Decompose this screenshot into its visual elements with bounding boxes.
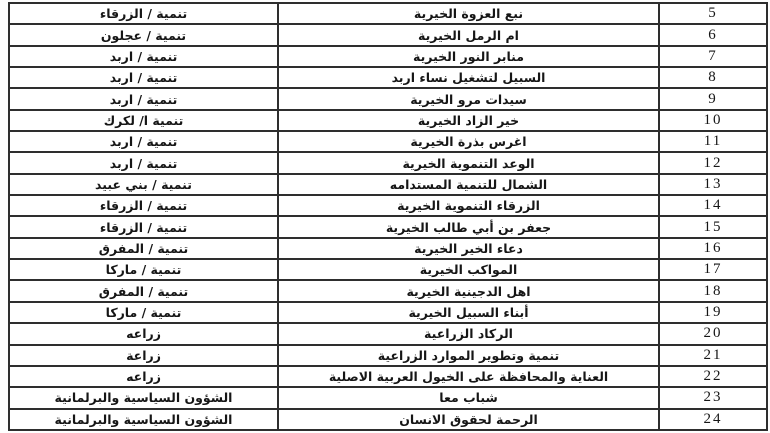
ministry-type-cell: زراعه bbox=[9, 323, 278, 344]
ministry-type-cell: تنمية / اربد bbox=[9, 67, 278, 88]
organization-name-cell: السبيل لتشغيل نساء اربد bbox=[278, 67, 659, 88]
table-row bbox=[9, 110, 767, 131]
row-number-cell: 14 bbox=[659, 195, 767, 216]
table-row bbox=[9, 302, 767, 323]
organization-name-cell: العناية والمحافظة على الخيول العربية الاصلية bbox=[278, 366, 659, 387]
table-row bbox=[9, 195, 767, 216]
row-number-cell: 15 bbox=[659, 216, 767, 237]
ministry-type-cell: تنمية / ماركا bbox=[9, 302, 278, 323]
organization-name-cell: أبناء السبيل الخيرية bbox=[278, 302, 659, 323]
row-number-cell: 23 bbox=[659, 387, 767, 408]
org-table-body bbox=[9, 3, 767, 430]
organization-name-cell: الوعد التنموية الخيرية bbox=[278, 152, 659, 173]
organization-name-cell: الرحمة لحقوق الانسان bbox=[278, 409, 659, 430]
organization-name-cell: سيدات مرو الخيرية bbox=[278, 88, 659, 109]
row-number-cell: 8 bbox=[659, 67, 767, 88]
row-number-cell: 18 bbox=[659, 280, 767, 301]
organization-name-cell: منابر النور الخيرية bbox=[278, 46, 659, 67]
row-number-cell: 11 bbox=[659, 131, 767, 152]
table-row bbox=[9, 345, 767, 366]
row-number-cell: 13 bbox=[659, 174, 767, 195]
row-number-cell: 24 bbox=[659, 409, 767, 430]
row-number-cell: 12 bbox=[659, 152, 767, 173]
ministry-type-cell: تنمية / الزرقاء bbox=[9, 216, 278, 237]
organization-name-cell: الركاد الزراعية bbox=[278, 323, 659, 344]
organization-name-cell: شباب معا bbox=[278, 387, 659, 408]
organization-name-cell: نبع العزوة الخيرية bbox=[278, 3, 659, 24]
ministry-type-cell: تنمية / المفرق bbox=[9, 280, 278, 301]
table-row bbox=[9, 3, 767, 24]
table-row bbox=[9, 409, 767, 430]
table-row bbox=[9, 323, 767, 344]
ministry-type-cell: تنمية / الزرقاء bbox=[9, 3, 278, 24]
table-row bbox=[9, 67, 767, 88]
table-row bbox=[9, 280, 767, 301]
table-row bbox=[9, 216, 767, 237]
table-row bbox=[9, 131, 767, 152]
organization-name-cell: اهل الدجينية الخيرية bbox=[278, 280, 659, 301]
row-number-cell: 16 bbox=[659, 238, 767, 259]
row-number-cell: 6 bbox=[659, 24, 767, 45]
table-row bbox=[9, 387, 767, 408]
table-row bbox=[9, 46, 767, 67]
ministry-type-cell: زراعة bbox=[9, 345, 278, 366]
ministry-type-cell: زراعه bbox=[9, 366, 278, 387]
ministry-type-cell: تنمية / اربد bbox=[9, 46, 278, 67]
table-row bbox=[9, 174, 767, 195]
ministry-type-cell: تنمية / اربد bbox=[9, 131, 278, 152]
row-number-cell: 10 bbox=[659, 110, 767, 131]
ministry-type-cell: تنمية / بني عبيد bbox=[9, 174, 278, 195]
table-row bbox=[9, 366, 767, 387]
row-number-cell: 9 bbox=[659, 88, 767, 109]
organization-name-cell: جعفر بن أبي طالب الخيرية bbox=[278, 216, 659, 237]
organization-name-cell: تنمية وتطوير الموارد الزراعية bbox=[278, 345, 659, 366]
ministry-type-cell: تنمية / عجلون bbox=[9, 24, 278, 45]
ministry-type-cell: تنمية / المفرق bbox=[9, 238, 278, 259]
row-number-cell: 17 bbox=[659, 259, 767, 280]
row-number-cell: 20 bbox=[659, 323, 767, 344]
table-row bbox=[9, 259, 767, 280]
table-row bbox=[9, 24, 767, 45]
row-number-cell: 5 bbox=[659, 3, 767, 24]
ministry-type-cell: تنمية ا/ لكرك bbox=[9, 110, 278, 131]
organization-name-cell: الشمال للتنمية المستدامه bbox=[278, 174, 659, 195]
row-number-cell: 22 bbox=[659, 366, 767, 387]
ministry-type-cell: تنمية / الزرقاء bbox=[9, 195, 278, 216]
table-row bbox=[9, 238, 767, 259]
ministry-type-cell: تنمية / اربد bbox=[9, 88, 278, 109]
organization-name-cell: اغرس بذرة الخيرية bbox=[278, 131, 659, 152]
ministry-type-cell: تنمية / ماركا bbox=[9, 259, 278, 280]
ministry-type-cell: الشؤون السياسية والبرلمانية bbox=[9, 409, 278, 430]
table-row bbox=[9, 152, 767, 173]
organization-name-cell: الزرقاء التنموية الخيرية bbox=[278, 195, 659, 216]
row-number-cell: 19 bbox=[659, 302, 767, 323]
row-number-cell: 21 bbox=[659, 345, 767, 366]
organization-name-cell: دعاء الخير الخيرية bbox=[278, 238, 659, 259]
organization-name-cell: خير الزاد الخيرية bbox=[278, 110, 659, 131]
ministry-type-cell: الشؤون السياسية والبرلمانية bbox=[9, 387, 278, 408]
organizations-table bbox=[8, 2, 768, 431]
row-number-cell: 7 bbox=[659, 46, 767, 67]
organization-name-cell: ام الرمل الخيرية bbox=[278, 24, 659, 45]
organization-name-cell: المواكب الخيرية bbox=[278, 259, 659, 280]
table-row bbox=[9, 88, 767, 109]
ministry-type-cell: تنمية / اربد bbox=[9, 152, 278, 173]
